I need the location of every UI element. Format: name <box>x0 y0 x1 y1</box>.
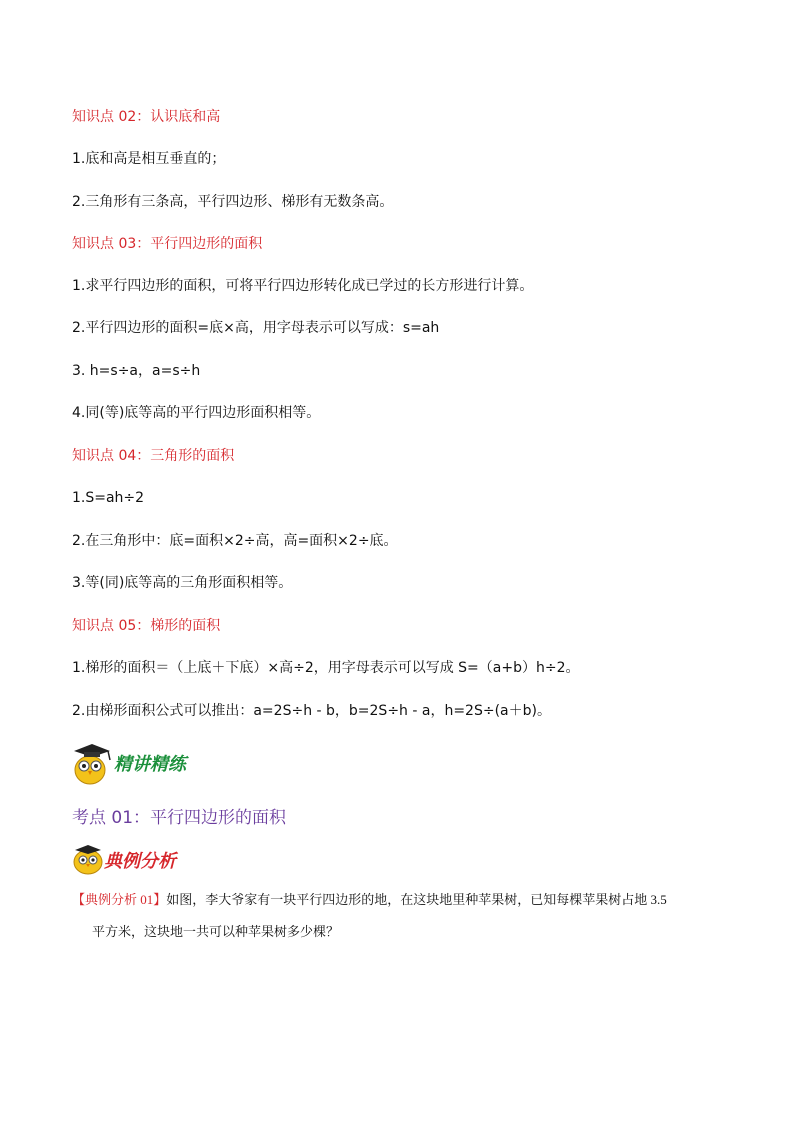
example-text-line2: 平方米，这块地一共可以种苹果树多少棵？ <box>92 924 340 939</box>
list-item: 2.三角形有三条高，平行四边形、梯形有无数条高。 <box>72 194 394 210</box>
owl-graduate-icon <box>72 738 118 786</box>
lecture-badge <box>72 738 202 786</box>
example-badge-label: 典例分析 <box>104 851 176 872</box>
section-heading: 知识点 03：平行四边形的面积 <box>72 236 263 252</box>
section-heading: 知识点 02：认识底和高 <box>72 109 221 125</box>
section-heading: 知识点 04：三角形的面积 <box>72 448 235 464</box>
list-item: 1.S=ah÷2 <box>72 490 145 506</box>
topic-title: 考点 01：平行四边形的面积 <box>72 808 287 828</box>
list-item: 3. h=s÷a，a=s÷h <box>72 363 201 379</box>
list-item: 1.梯形的面积＝（上底＋下底）×高÷2，用字母表示可以写成 S=（a+b）h÷2。 <box>72 660 580 676</box>
list-item: 2.平行四边形的面积=底×高，用字母表示可以写成：s=ah <box>72 320 440 336</box>
list-item: 4.同(等)底等高的平行四边形面积相等。 <box>72 405 321 421</box>
list-item: 2.由梯形面积公式可以推出：a=2S÷h - b，b=2S÷h - a，h=2S÷(a＋b)。 <box>72 703 551 719</box>
list-item: 3.等(同)底等高的三角形面积相等。 <box>72 575 293 591</box>
section-heading: 知识点 05：梯形的面积 <box>72 618 221 634</box>
example-badge <box>72 841 202 875</box>
example-problem <box>72 884 752 948</box>
list-item: 1.底和高是相互垂直的； <box>72 151 226 167</box>
example-tag: 【典例分析 01】 <box>72 892 167 907</box>
owl-icon <box>72 841 106 875</box>
example-text-line1: 如图，李大爷家有一块平行四边形的地，在这块地里种苹果树，已知每棵苹果树占地 3.5 <box>166 892 667 907</box>
list-item: 2.在三角形中：底=面积×2÷高，高=面积×2÷底。 <box>72 533 398 549</box>
lecture-badge-label: 精讲精练 <box>114 754 186 775</box>
list-item: 1.求平行四边形的面积，可将平行四边形转化成已学过的长方形进行计算。 <box>72 278 534 294</box>
